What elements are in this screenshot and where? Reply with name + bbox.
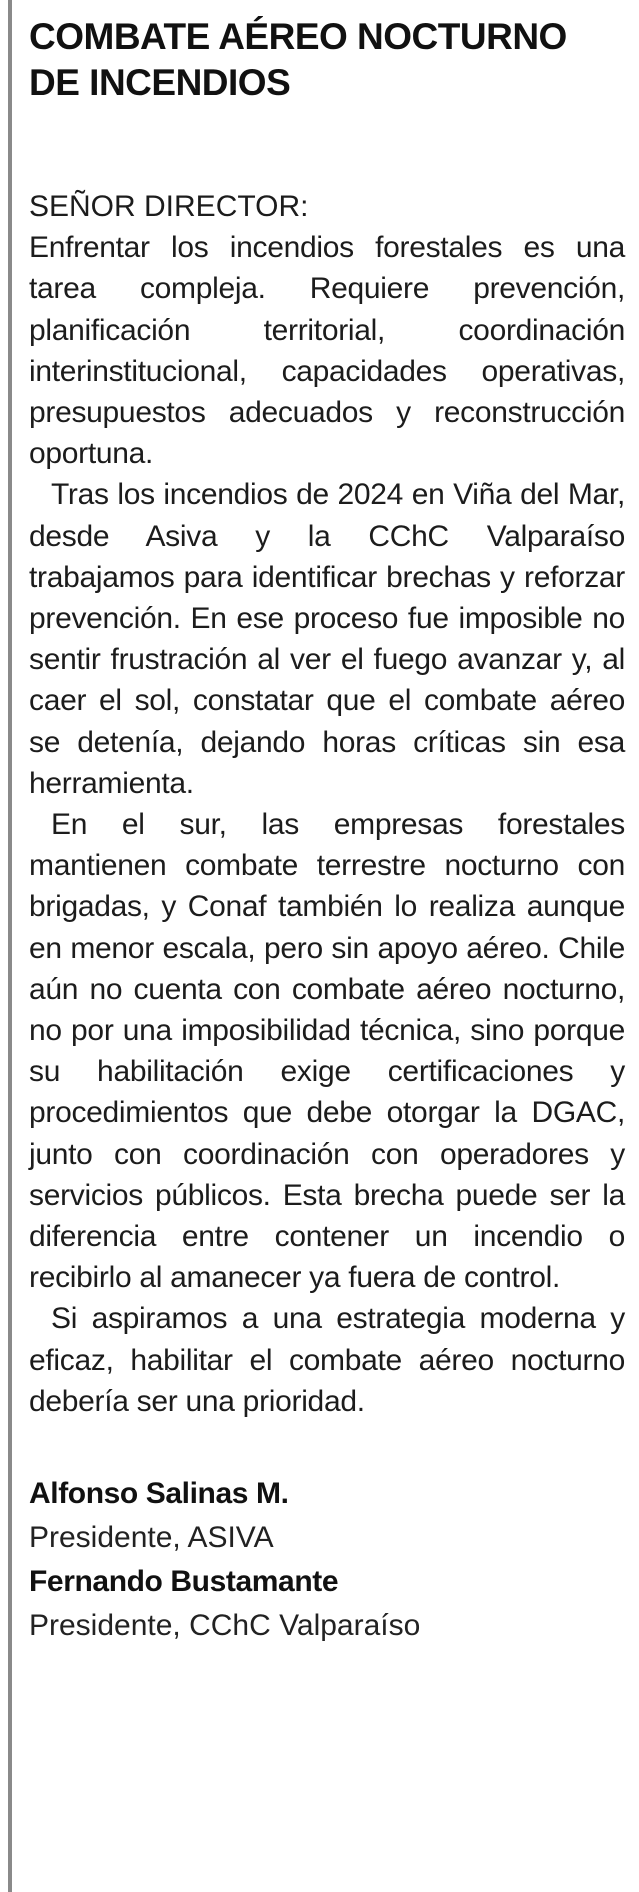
letter-article bbox=[29, 14, 625, 1648]
headline: COMBATE AÉREO NOCTURNO DE INCENDIOS bbox=[29, 16, 567, 103]
signatory-name: Fernando Bustamante bbox=[29, 1565, 339, 1599]
signatures bbox=[29, 1472, 625, 1648]
paragraph-4: Si aspiramos a una estrategia moderna y eficaz, habilitar el combate aéreo nocturno debería ser una prioridad. bbox=[29, 1302, 625, 1418]
column-rule bbox=[8, 0, 12, 1892]
paragraph-3: En el sur, las empresas forestales mantienen combate terrestre nocturno con brigadas, y Conaf también lo realiza aunque en menor escala, pero sin apoyo aéreo. Chile aún no cuenta con combate aéreo nocturno, no por una imposibilidad técnica, sino porque su habilitación exige certificaciones y procedimientos que debe otorgar la DGAC, junto con coordinación con operadores y servicios públicos. Esta brecha puede ser la diferencia entre contener un incendio o recibirlo al amanecer ya fuera de control. bbox=[29, 808, 625, 1295]
signatory-name: Alfonso Salinas M. bbox=[29, 1477, 289, 1511]
signatory-title: Presidente, CChC Valparaíso bbox=[29, 1609, 421, 1643]
paragraph-1: Enfrentar los incendios forestales es una tarea compleja. Requiere prevención, planificación territorial, coordinación interinstitucional, capacidades operativas, presupuestos adecuados y reconstrucción oportuna. bbox=[29, 231, 625, 471]
signatory-title: Presidente, ASIVA bbox=[29, 1521, 274, 1555]
paragraph-2: Tras los incendios de 2024 en Viña del Mar, desde Asiva y la CChC Valparaíso trabajamos para identificar brechas y reforzar prevención. En ese proceso fue imposible no sentir frustración al ver el fuego avanzar y, al caer el sol, constatar que el combate aéreo se detenía, dejando horas críticas sin esa herramienta. bbox=[29, 478, 625, 800]
letter-body bbox=[29, 186, 625, 1422]
salutation: SEÑOR DIRECTOR: bbox=[29, 190, 309, 223]
